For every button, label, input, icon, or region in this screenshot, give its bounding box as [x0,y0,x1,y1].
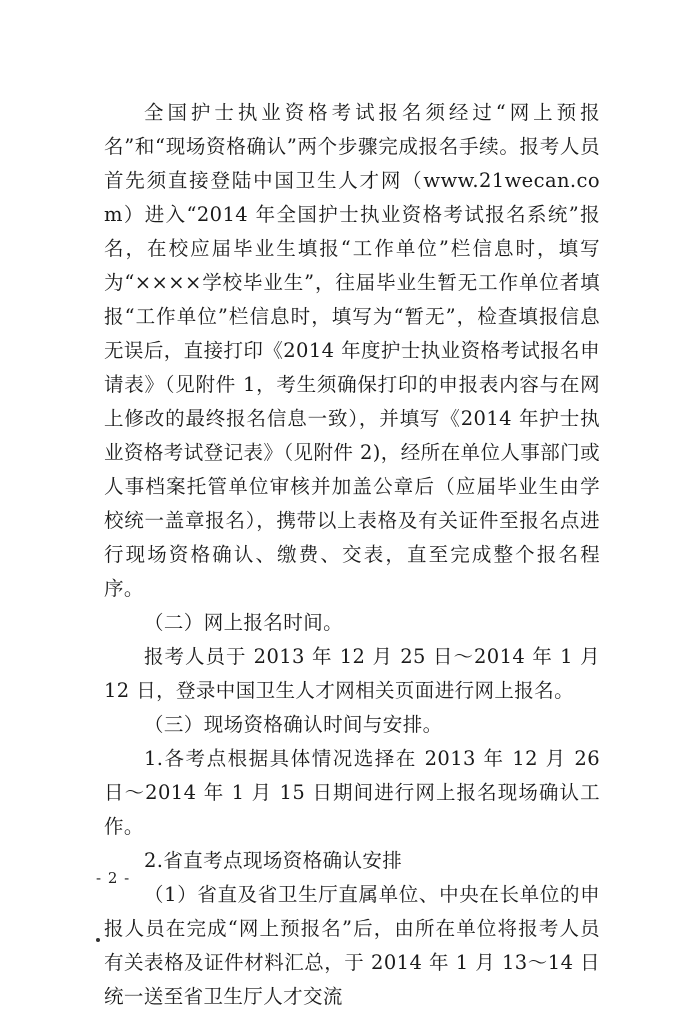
page-number: - 2 - [96,869,131,887]
paragraph-online-registration-dates: 报考人员于 2013 年 12 月 25 日～2014 年 1 月 12 日，登录中国卫生人才网相关页面进行网上报名。 [104,645,600,702]
paragraph-provincial-units: （1）省直及省卫生厅直属单位、中央在长单位的申报人员在完成“网上预报名”后，由所在单位将报考人员有关表格及证件材料汇总，于 2014 年 1 月 13～14 日统一送至省卫生厅人才交流 [104,883,600,1008]
document-body [104,96,600,1014]
heading-online-registration-time: （二）网上报名时间。 [144,611,344,634]
heading-provincial-arrangement: 2.省直考点现场资格确认安排 [144,849,403,872]
scan-artifact-dot [96,938,100,942]
heading-onsite-confirmation: （三）现场资格确认时间与安排。 [144,713,443,736]
paragraph-onsite-confirmation-dates: 1.各考点根据具体情况选择在 2013 年 12 月 26 日～2014 年 1 月 15 日期间进行网上报名现场确认工作。 [104,747,600,838]
paragraph-registration-procedure: 全国护士执业资格考试报名须经过“网上预报名”和“现场资格确认”两个步骤完成报名手续。报考人员首先须直接登陆中国卫生人才网（www.21wecan.com）进入“2014 年全国护士执业资格考试报名系统”报名，在校应届毕业生填报“工作单位”栏信息时，填写为“××××学校毕业生”，往届毕业生暂无工作单位者填报“工作单位”栏信息时，填写为“暂无”，检查填报信息无误后，直接打印《2014 年度护士执业资格考试报名申请表》（见附件 1，考生须确保打印的申报表内容与在网上修改的最终报名信息一致），并填写《2014 年护士执业资格考试登记表》（见附件 2)，经所在单位人事部门或人事档案托管单位审核并加盖公章后（应届毕业生由学校统一盖章报名），携带以上表格及有关证件至报名点进行现场资格确认、缴费、交表，直至完成整个报名程序。 [104,101,600,600]
